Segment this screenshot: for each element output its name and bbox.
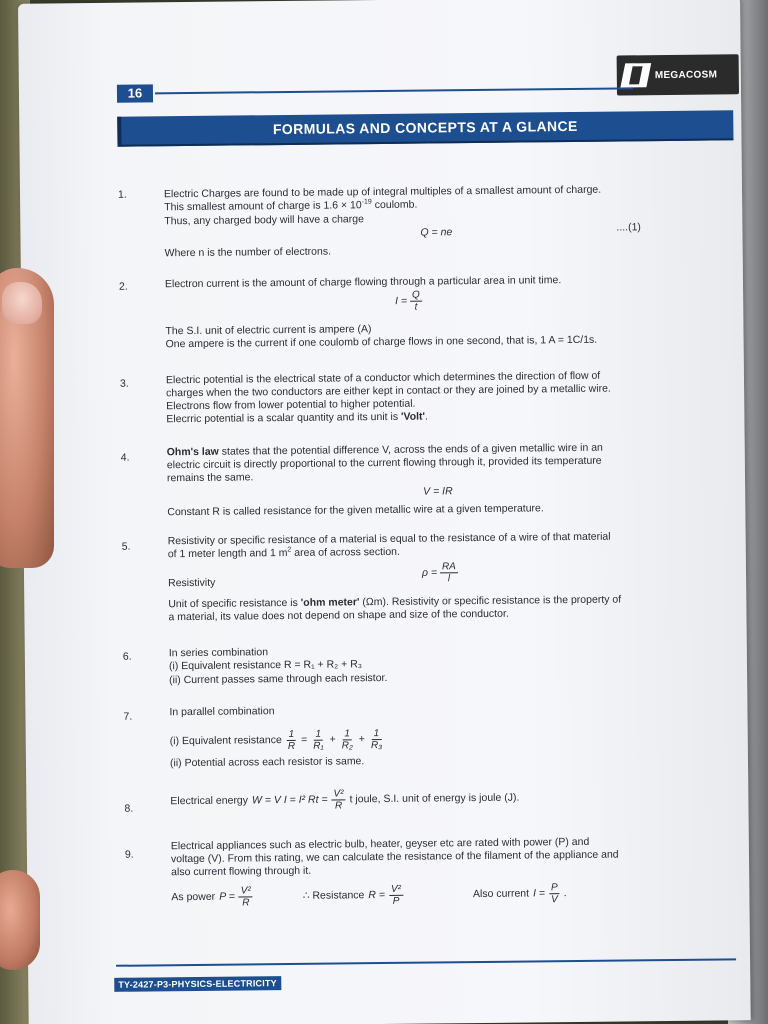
item-1-line-4: Where n is the number of electrons.: [164, 245, 332, 260]
footer-code: TY-2427-P3-PHYSICS-ELECTRICITY: [114, 976, 281, 992]
item-9-power-lhs: P =: [219, 890, 235, 903]
item-1-equation-tag: ....(1): [616, 221, 641, 234]
item-9-resistance-label: ∴ Resistance: [302, 889, 365, 902]
item-3-line-2: charges when the two conductors are either kept in contact or they are joined by a metallic wire.: [166, 382, 611, 400]
item-5-formula-lhs: ρ =: [421, 566, 438, 579]
item-3-line-3: Electrons flow from lower potential to higher potential.: [166, 397, 416, 413]
brand-name: MEGACOSM: [654, 68, 718, 81]
item-4-lead: Ohm's law: [166, 445, 219, 459]
item-number: 2.: [118, 280, 128, 293]
item-5-area-end: area of across section.: [291, 545, 400, 559]
fraction-denominator: t: [414, 301, 418, 313]
fraction-numerator: 1: [313, 729, 323, 741]
fraction-numerator: V²: [239, 885, 253, 897]
fraction-numerator: Q: [410, 290, 422, 302]
item-9-resistance-lhs: R =: [368, 888, 386, 902]
item-7-line-2-text: (i) Equivalent resistance: [169, 734, 282, 748]
item-6-line-3: (ii) Current passes same through each resistor.: [169, 671, 388, 687]
item-9-current-label: Also current: [472, 887, 530, 901]
item-5-fraction: [440, 561, 458, 584]
item-2-line-3: One ampere is the current if one coulomb of charge flows in one second, that is, 1 A = 1C/1s.: [165, 333, 598, 351]
fraction-denominator: R: [242, 897, 250, 909]
item-5-line-1: Resistivity or specific resistance of a material is equal to the resistance of a wire of that material: [167, 530, 611, 548]
item-3-unit: 'Volt': [400, 410, 426, 423]
fraction-denominator: R₃: [370, 740, 383, 752]
fraction-denominator: P: [392, 895, 400, 907]
fraction-denominator: R₁: [313, 740, 324, 752]
item-1-line-2-text: This smallest amount of charge is 1.6 × 10: [164, 199, 362, 214]
fraction-numerator: V²: [389, 884, 403, 896]
fraction-numerator: V²: [331, 788, 345, 800]
item-3-line-4-text: Elecrric potential is a scalar quantity and its unit is: [166, 410, 402, 426]
fraction-denominator: R: [287, 740, 296, 752]
item-number: 1.: [117, 188, 127, 201]
item-1-unit: coulomb.: [374, 198, 418, 212]
item-8-label: Electrical energy: [170, 794, 249, 808]
fraction-numerator: 1: [342, 728, 352, 740]
item-number: 9.: [124, 848, 134, 861]
item-5-line-3: Resistivity: [168, 576, 216, 590]
item-number: 4.: [120, 451, 130, 464]
item-8-tail: t joule, S.I. unit of energy is joule (J).: [349, 791, 520, 806]
fraction-denominator: R: [334, 800, 343, 812]
item-4-formula: V = IR: [423, 485, 453, 498]
plus-sign: +: [329, 733, 336, 746]
page-number: 16: [117, 84, 153, 102]
fraction-numerator: 1: [287, 729, 297, 741]
item-7-fraction-r3: [369, 728, 384, 751]
item-1-line-3: Thus, any charged body will have a charge: [164, 213, 364, 228]
item-9-current-lhs: I =: [532, 887, 546, 900]
fraction-numerator: P: [549, 882, 560, 894]
item-1-formula: Q = ne: [420, 226, 453, 239]
item-2-line-1: Electron current is the amount of charge flowing through a particular area in unit time.: [164, 274, 562, 291]
item-5-line-2-text: of 1 meter length and 1 m: [167, 546, 288, 561]
item-4-line-3: remains the same.: [166, 471, 254, 485]
fraction-denominator: l: [447, 573, 451, 585]
item-5-unit-rest: (Ωm). Resistivity or specific resistance is the property of: [359, 593, 622, 609]
item-6-line-2: (i) Equivalent resistance R = R₁ + R₂ + R₃: [168, 658, 363, 673]
item-1-line-2: [164, 199, 417, 215]
item-number: 8.: [124, 802, 134, 815]
item-9-power-label: As power: [171, 890, 216, 904]
item-1-exponent: -19: [361, 198, 372, 206]
item-9-line-4: [171, 882, 566, 909]
item-7-fraction-r2: [340, 728, 355, 751]
item-4-line-1-text: states that the potential difference V, across the ends of a given metallic wire in an: [218, 441, 603, 458]
item-5-line-4-text: Unit of specific resistance is: [168, 596, 301, 611]
item-9-current-fraction: [549, 882, 560, 905]
item-5-area-exponent: 2: [287, 546, 292, 554]
item-4-line-2: electric circuit is directly proportional to the current flowing through it, provided its temperature: [166, 454, 602, 472]
item-number: 6.: [122, 650, 132, 663]
item-2-formula-lhs: I =: [395, 295, 408, 308]
item-4-line-4: Constant R is called resistance for the given metallic wire at a given temperature.: [167, 502, 544, 519]
item-5-line-2: [168, 546, 400, 561]
item-number: 7.: [123, 710, 133, 723]
item-number: 5.: [121, 540, 131, 553]
fraction-numerator: 1: [372, 728, 382, 740]
item-7-line-2: [170, 728, 385, 753]
item-2-fraction: [410, 290, 422, 313]
item-2-line-2: The S.I. unit of electric current is ampere (A): [165, 323, 372, 338]
item-7-line-1: In parallel combination: [169, 705, 275, 719]
item-9-resistance-fraction: [389, 884, 403, 907]
fraction-denominator: R₂: [341, 740, 353, 752]
item-5-line-5: a material, its value does not depend on shape and size of the conductor.: [168, 607, 509, 624]
item-3-line-1: Electric potential is the electrical state of a conductor which determines the direction of flow of: [165, 369, 601, 387]
fraction-denominator: V: [551, 894, 558, 906]
item-1-line-1: Electric Charges are found to be made up of integral multiples of a smallest amount of charge.: [163, 183, 602, 201]
item-9-line-3: also current flowing through it.: [171, 864, 312, 879]
item-3-unit-end: .: [424, 410, 429, 423]
finger-bottom: [0, 870, 40, 970]
fraction-numerator: RA: [440, 561, 458, 573]
item-8-formula: W = V I = I² Rt =: [251, 793, 328, 807]
item-9-line-1: Electrical appliances such as electric bulb, heater, geyser etc are rated with power (P) and: [170, 835, 590, 853]
item-8-fraction: [331, 788, 345, 811]
item-9-current-end: .: [563, 887, 567, 900]
item-3-line-4: [166, 411, 428, 427]
item-7-fraction-r1: [311, 729, 326, 752]
page-title: FORMULAS AND CONCEPTS AT A GLANCE: [117, 110, 733, 146]
item-5-formula: [422, 561, 458, 584]
item-7-line-3: (ii) Potential across each resistor is same.: [169, 755, 365, 770]
equals-sign: =: [300, 733, 308, 746]
plus-sign: +: [358, 733, 365, 746]
document-page: [18, 0, 751, 1024]
item-9-line-2: voltage (V). From this rating, we can calculate the resistance of the filament of the appliance and: [170, 848, 619, 866]
item-6-line-1: In series combination: [168, 646, 269, 660]
item-8-line: [170, 787, 519, 814]
item-7-fraction-total: [286, 729, 297, 752]
item-number: 3.: [119, 377, 129, 390]
content-body: [18, 0, 751, 1024]
thumbnail: [2, 282, 42, 324]
item-2-formula: [395, 290, 422, 313]
item-9-power-fraction: [239, 885, 253, 908]
item-5-unit: 'ohm meter': [300, 596, 360, 609]
